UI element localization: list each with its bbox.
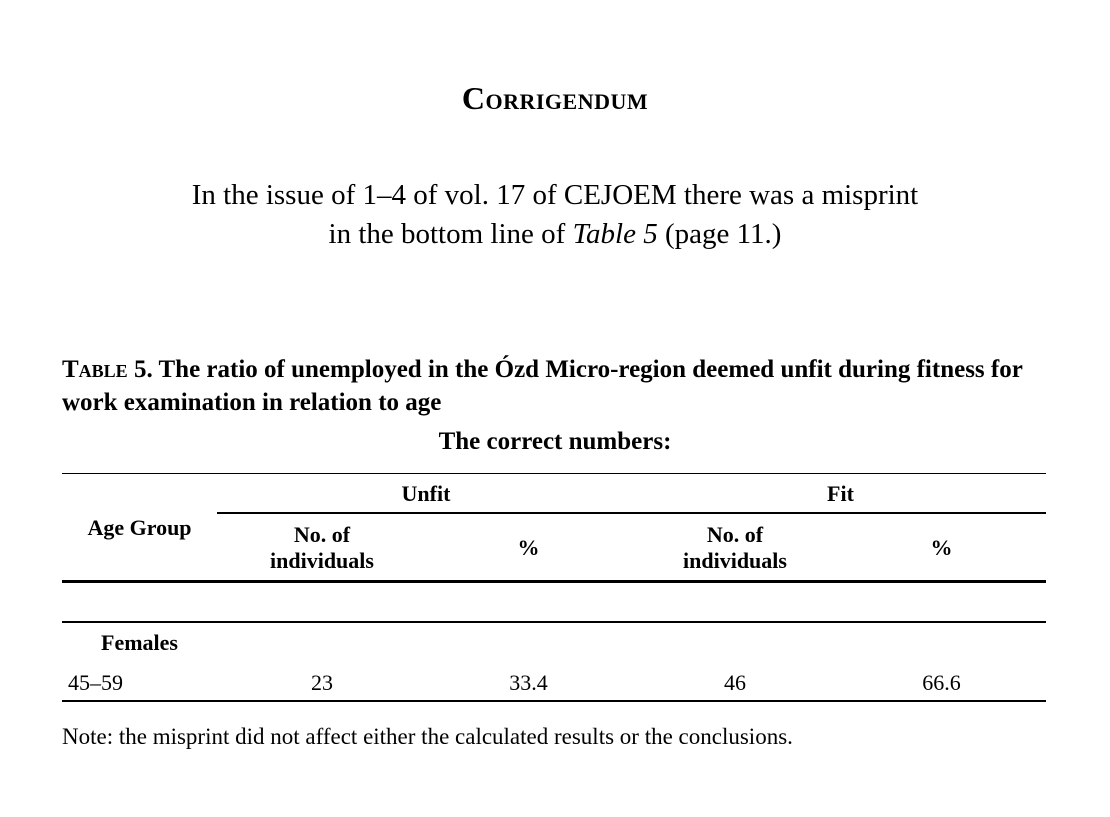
footnote: Note: the misprint did not affect either the calculated results or the conclusions. xyxy=(62,724,793,749)
cell-unfit-count: 23 xyxy=(311,670,333,695)
cell-age-group: 45–59 xyxy=(68,670,123,695)
intro-line-2 xyxy=(0,215,1110,254)
page-title: Corrigendum xyxy=(461,80,649,116)
intro-text xyxy=(0,176,1110,254)
intro-line-2-suffix: (page 11.) xyxy=(657,218,782,250)
fit-pct-header: % xyxy=(930,535,953,560)
cell-fit-pct: 66.6 xyxy=(922,670,961,695)
intro-line-1: In the issue of 1–4 of vol. 17 of CEJOEM there was a misprint xyxy=(191,179,919,211)
table-bottom-rule xyxy=(62,700,1046,702)
table-spacer-rule xyxy=(62,621,1046,623)
fit-count-header-line-2: individuals xyxy=(683,548,787,573)
intro-line-2-prefix: in the bottom line of xyxy=(328,218,573,250)
cell-unfit-pct: 33.4 xyxy=(509,670,548,695)
unfit-count-header xyxy=(217,522,427,574)
table-caption xyxy=(62,353,1052,419)
cell-fit-count: 46 xyxy=(724,670,746,695)
table-subtitle: The correct numbers: xyxy=(438,428,672,455)
unfit-count-header-line-2: individuals xyxy=(270,548,374,573)
unfit-count-header-line-1: No. of xyxy=(293,522,351,547)
fit-count-header-line-1: No. of xyxy=(706,522,764,547)
table-caption-text: 5. The ratio of unemployed in the Ózd Micro-region deemed unfit during fitness for work examination in relation to age xyxy=(62,356,1023,416)
table-top-rule xyxy=(62,473,1046,474)
age-group-header: Age Group xyxy=(87,515,192,540)
table-header-rule xyxy=(62,580,1046,583)
fit-header: Fit xyxy=(827,481,854,506)
unfit-header: Unfit xyxy=(401,481,451,506)
section-label-females: Females xyxy=(101,630,178,655)
unfit-pct-header: % xyxy=(517,535,540,560)
table-reference: Table 5 xyxy=(572,218,658,250)
table-group-rule xyxy=(217,512,1046,514)
table-caption-label: Table xyxy=(62,356,128,383)
fit-count-header xyxy=(630,522,840,574)
